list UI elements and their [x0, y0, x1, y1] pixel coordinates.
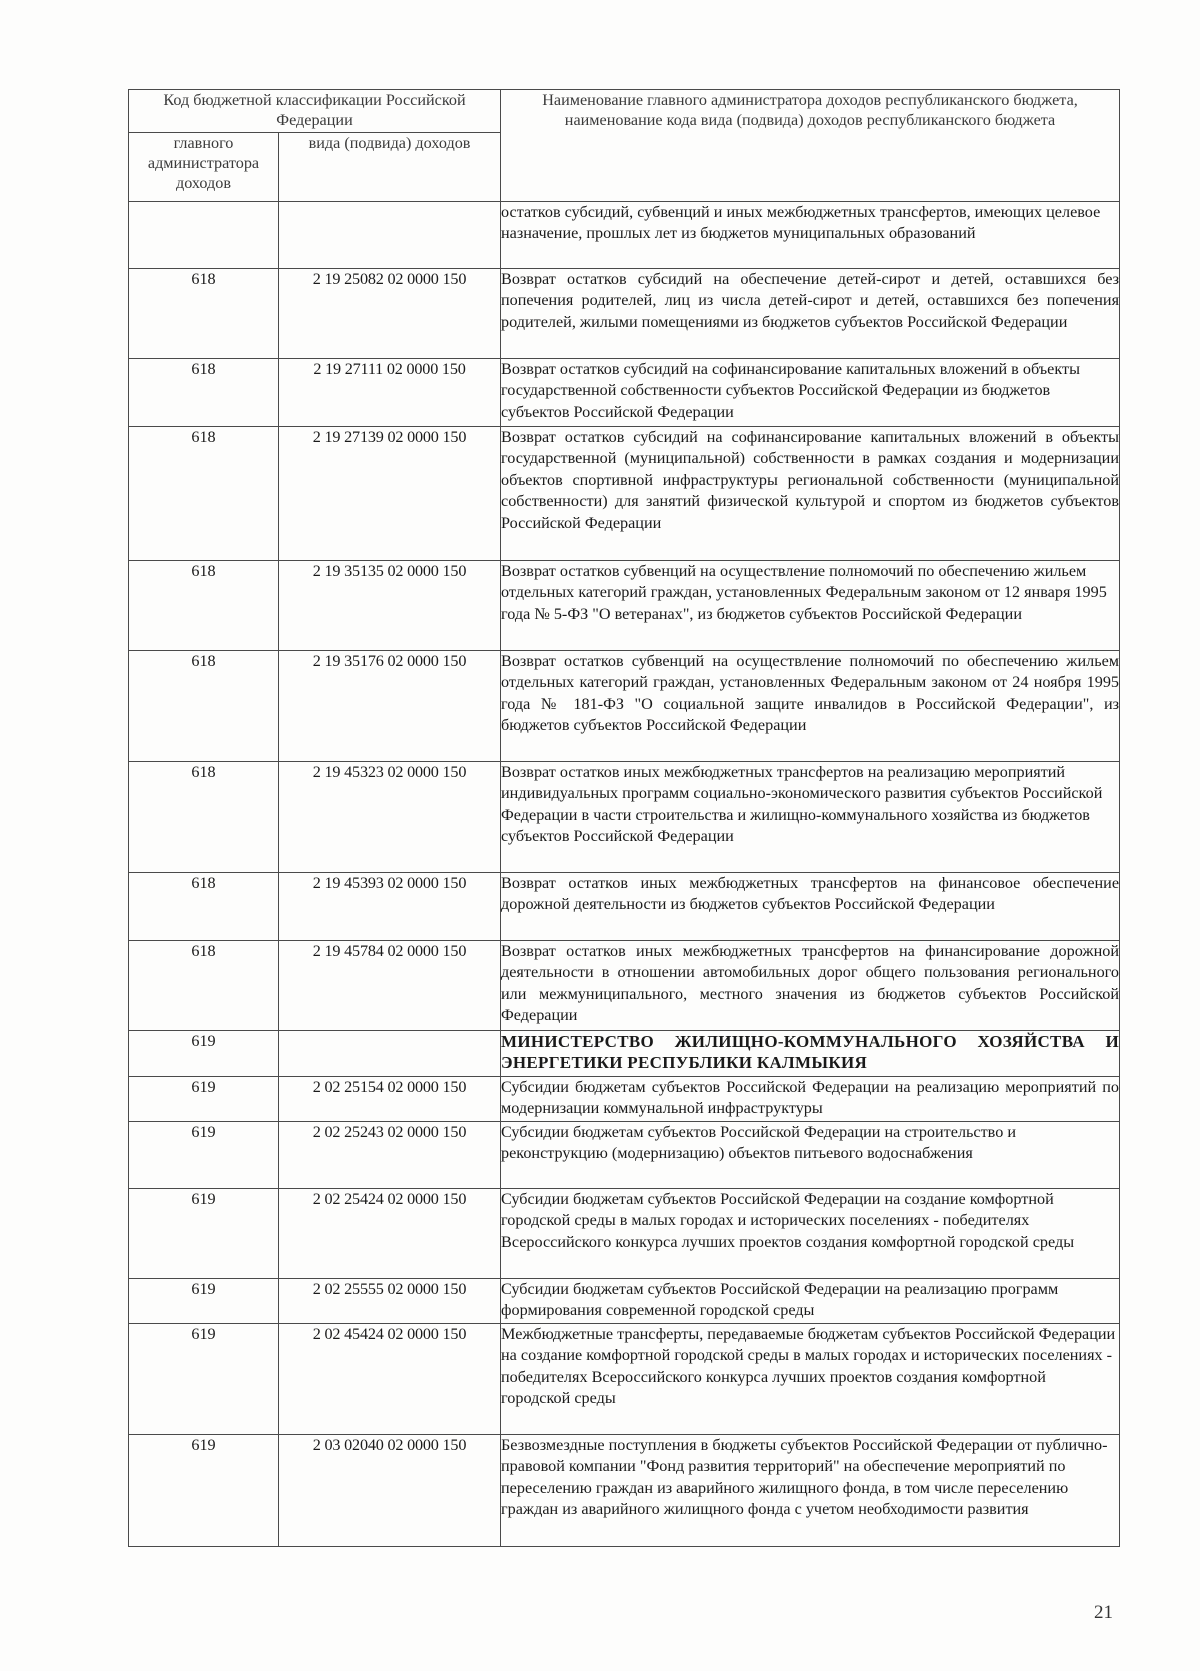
row-income-code: 2 19 25082 02 0000 150: [279, 269, 501, 359]
table-row: [129, 202, 1120, 269]
table-row: [129, 873, 1120, 941]
row-name: Возврат остатков субсидий на софинансирование капитальных вложений в объекты государственной собственности субъектов Российской Федерации из бюджетов субъектов Российской Федерации: [501, 359, 1120, 427]
table-row: [129, 427, 1120, 561]
row-admin-code: 619: [129, 1279, 279, 1324]
row-name: Субсидии бюджетам субъектов Российской Федерации на реализацию программ формирования современной городской среды: [501, 1279, 1120, 1324]
page-number: 21: [1094, 1602, 1113, 1623]
row-admin-code: [129, 202, 279, 269]
row-admin-code: 619: [129, 1031, 279, 1077]
row-admin-code: 618: [129, 427, 279, 561]
row-name: Субсидии бюджетам субъектов Российской Федерации на создание комфортной городской среды в малых городах и исторических поселениях - победителях Всероссийского конкурса лучших проектов создания комфортной городской среды: [501, 1189, 1120, 1279]
budget-classification-table: [128, 89, 1120, 1547]
row-admin-code: 618: [129, 269, 279, 359]
row-income-code: [279, 202, 501, 269]
row-name: Возврат остатков иных межбюджетных трансфертов на финансовое обеспечение дорожной деятельности из бюджетов субъектов Российской Федерации: [501, 873, 1120, 941]
row-name: Субсидии бюджетам субъектов Российской Федерации на строительство и реконструкцию (модернизацию) объектов питьевого водоснабжения: [501, 1122, 1120, 1189]
row-name: остатков субсидий, субвенций и иных межбюджетных трансфертов, имеющих целевое назначение, прошлых лет из бюджетов муниципальных образований: [501, 202, 1120, 269]
row-name: Возврат остатков субвенций на осуществление полномочий по обеспечению жильем отдельных категорий граждан, установленных Федеральным законом от 24 ноября 1995 года № 181-ФЗ "О социальной защите инвалидов в Российской Федерации", из бюджетов субъектов Российской Федерации: [501, 651, 1120, 762]
table-row: [129, 941, 1120, 1031]
table-row: [129, 269, 1120, 359]
table-row: [129, 1189, 1120, 1279]
table-row: [129, 1324, 1120, 1435]
row-income-code: 2 19 45784 02 0000 150: [279, 941, 501, 1031]
ministry-name: МИНИСТЕРСТВО ЖИЛИЩНО-КОММУНАЛЬНОГО ХОЗЯЙСТВА И ЭНЕРГЕТИКИ РЕСПУБЛИКИ КАЛМЫКИЯ: [501, 1031, 1120, 1077]
row-name: Возврат остатков субсидий на обеспечение детей-сирот и детей, оставшихся без попечения родителей, лиц из числа детей-сирот и детей, оставшихся без попечения родителей, жилыми помещениями из бюджетов субъектов Российской Федерации: [501, 269, 1120, 359]
row-income-code: 2 19 35176 02 0000 150: [279, 651, 501, 762]
ministry-heading-row: [129, 1031, 1120, 1077]
row-admin-code: 618: [129, 651, 279, 762]
row-income-code: [279, 1031, 501, 1077]
row-income-code: 2 19 45323 02 0000 150: [279, 762, 501, 873]
row-name: Возврат остатков иных межбюджетных трансфертов на реализацию мероприятий индивидуальных программ социально-экономического развития субъектов Российской Федерации в части строительства и жилищно-коммунального хозяйства из бюджетов субъектов Российской Федерации: [501, 762, 1120, 873]
row-income-code: 2 19 27111 02 0000 150: [279, 359, 501, 427]
row-admin-code: 619: [129, 1435, 279, 1547]
row-income-code: 2 19 45393 02 0000 150: [279, 873, 501, 941]
row-income-code: 2 02 45424 02 0000 150: [279, 1324, 501, 1435]
table-row: [129, 762, 1120, 873]
header-code-column: вида (подвида) доходов: [279, 133, 501, 202]
row-admin-code: 618: [129, 561, 279, 651]
row-income-code: 2 19 35135 02 0000 150: [279, 561, 501, 651]
row-income-code: 2 02 25555 02 0000 150: [279, 1279, 501, 1324]
row-admin-code: 619: [129, 1122, 279, 1189]
row-name: Возврат остатков субсидий на софинансирование капитальных вложений в объекты государственной (муниципальной) собственности в рамках создания и модернизации объектов спортивной инфраструктуры региональной собственности (муниципальной собственности) для занятий физической культурой и спортом из бюджетов субъектов Российской Федерации: [501, 427, 1120, 561]
row-income-code: 2 19 27139 02 0000 150: [279, 427, 501, 561]
row-income-code: 2 03 02040 02 0000 150: [279, 1435, 501, 1547]
header-admin-column: главного администратора доходов: [129, 133, 279, 202]
table-row: [129, 1279, 1120, 1324]
row-admin-code: 618: [129, 873, 279, 941]
table-row: [129, 651, 1120, 762]
table-header: [129, 90, 1120, 202]
row-name: Безвозмездные поступления в бюджеты субъектов Российской Федерации от публично-правовой компании "Фонд развития территорий" на обеспечение мероприятий по переселению граждан из аварийного жилищного фонда, в том числе переселению граждан из аварийного жилищного фонда с учетом необходимости развития: [501, 1435, 1120, 1547]
row-admin-code: 618: [129, 941, 279, 1031]
row-admin-code: 618: [129, 359, 279, 427]
row-income-code: 2 02 25424 02 0000 150: [279, 1189, 501, 1279]
row-income-code: 2 02 25154 02 0000 150: [279, 1077, 501, 1122]
row-admin-code: 618: [129, 762, 279, 873]
table-row: [129, 359, 1120, 427]
row-name: Возврат остатков субвенций на осуществление полномочий по обеспечению жильем отдельных категорий граждан, установленных Федеральным законом от 12 января 1995 года № 5-ФЗ "О ветеранах", из бюджетов субъектов Российской Федерации: [501, 561, 1120, 651]
table-row: [129, 1435, 1120, 1547]
row-income-code: 2 02 25243 02 0000 150: [279, 1122, 501, 1189]
table-row: [129, 1122, 1120, 1189]
table-row: [129, 1077, 1120, 1122]
row-admin-code: 619: [129, 1077, 279, 1122]
header-name-column: Наименование главного администратора доходов республиканского бюджета, наименование кода вида (подвида) доходов республиканского бюджета: [501, 90, 1120, 202]
row-name: Межбюджетные трансферты, передаваемые бюджетам субъектов Российской Федерации на создание комфортной городской среды в малых городах и исторических поселениях - победителях Всероссийского конкурса лучших проектов создания комфортной городской среды: [501, 1324, 1120, 1435]
row-admin-code: 619: [129, 1189, 279, 1279]
row-name: Субсидии бюджетам субъектов Российской Федерации на реализацию мероприятий по модернизации коммунальной инфраструктуры: [501, 1077, 1120, 1122]
row-admin-code: 619: [129, 1324, 279, 1435]
table-row: [129, 561, 1120, 651]
row-name: Возврат остатков иных межбюджетных трансфертов на финансирование дорожной деятельности в отношении автомобильных дорог общего пользования регионального или межмуниципального, местного значения из бюджетов субъектов Российской Федерации: [501, 941, 1120, 1031]
header-group-title: Код бюджетной классификации Российской Федерации: [129, 90, 501, 133]
